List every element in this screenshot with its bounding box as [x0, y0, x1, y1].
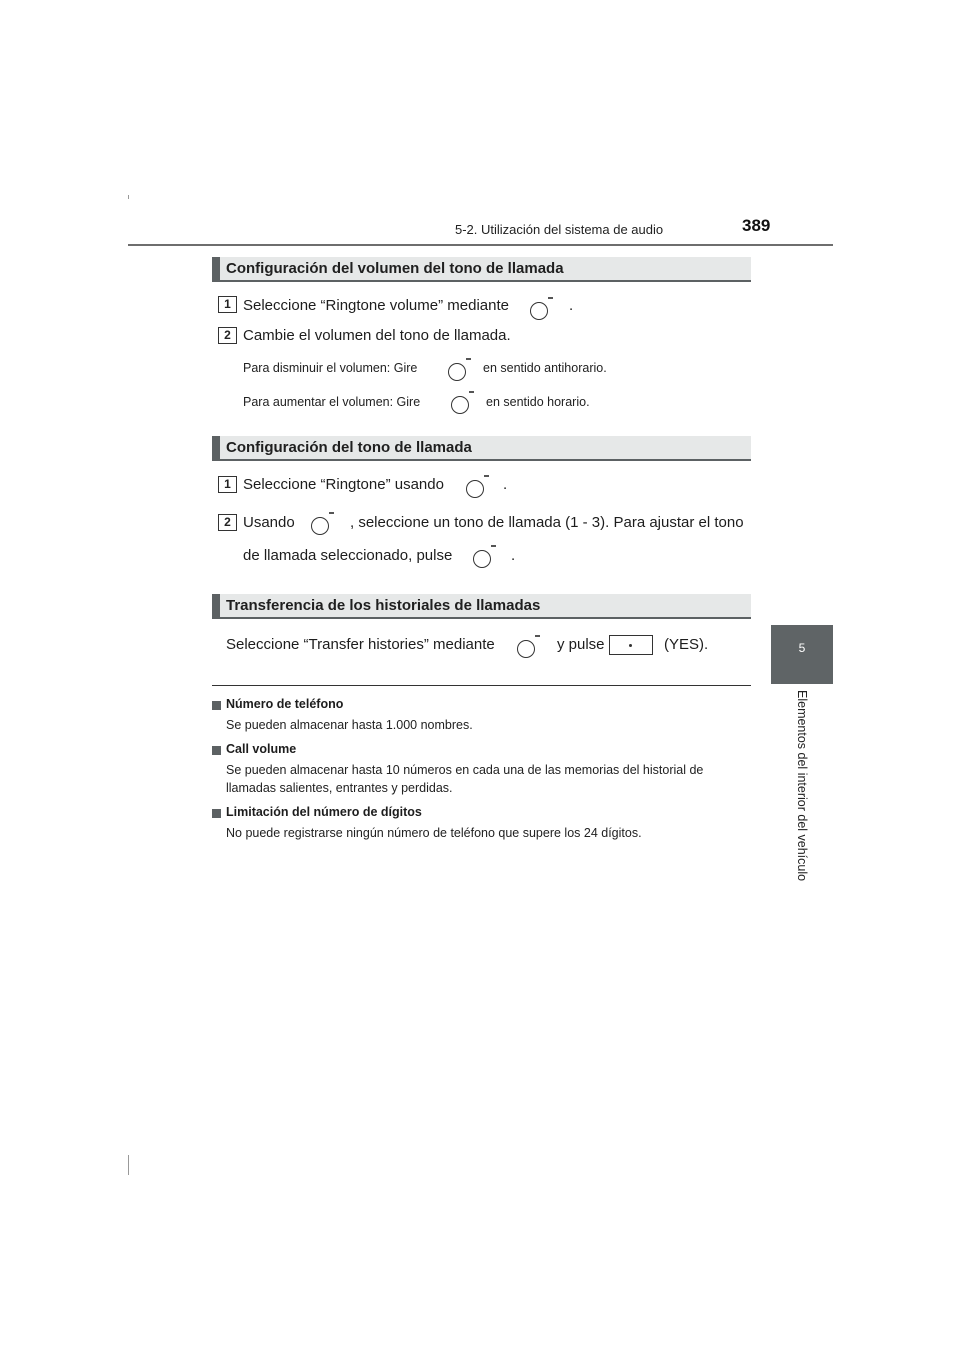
note-line: llamadas salientes, entrantes y perdidas.	[226, 781, 453, 795]
step-text: Seleccione “Ringtone” usando	[243, 476, 444, 493]
step-text: Cambie el volumen del tono de llamada.	[243, 327, 511, 344]
tune-dial-icon	[517, 640, 535, 658]
step-number: 2	[218, 327, 237, 344]
button-dot	[629, 644, 632, 647]
header-rule	[128, 244, 833, 246]
tune-dial-icon	[311, 517, 329, 535]
step-text-end: .	[503, 476, 508, 493]
header-section-title: 5-2. Utilización del sistema de audio	[455, 222, 664, 237]
note-line: Se pueden almacenar hasta 1.000 nombres.	[226, 718, 473, 732]
step-text-end: , seleccione un tono de llamada (1 - 3). Para ajustar el tono	[350, 514, 744, 531]
section-heading-ringtone-volume	[212, 257, 751, 282]
tune-dial-icon	[448, 363, 466, 381]
note-bullet	[212, 809, 221, 818]
sub-instruction: Para disminuir el volumen: Gire	[243, 361, 418, 375]
crop-mark	[128, 1155, 129, 1175]
tune-dial-icon	[530, 302, 548, 320]
chapter-number: 5	[798, 641, 806, 655]
transfer-text: Seleccione “Transfer histories” mediante	[226, 636, 495, 653]
step-text: Usando	[243, 514, 295, 531]
note-bullet	[212, 701, 221, 710]
call-button-icon	[609, 635, 653, 655]
note-title: Limitación del número de dígitos	[226, 805, 422, 819]
sub-instruction: Para aumentar el volumen: Gire	[243, 395, 421, 409]
step-text-end: .	[569, 297, 574, 314]
section-title: Transferencia de los historiales de llamadas	[226, 597, 541, 614]
step-text: de llamada seleccionado, pulse	[243, 547, 453, 564]
tune-dial-icon	[451, 396, 469, 414]
crop-mark	[128, 195, 129, 199]
sub-instruction-end: en sentido antihorario.	[483, 361, 607, 375]
section-title: Configuración del volumen del tono de llamada	[226, 260, 564, 277]
note-title: Número de teléfono	[226, 697, 344, 711]
section-title: Configuración del tono de llamada	[226, 439, 472, 456]
note-title: Call volume	[226, 742, 297, 756]
section-heading-ringtone	[212, 436, 751, 461]
transfer-text-end: (YES).	[664, 636, 709, 653]
note-line: Se pueden almacenar hasta 10 números en cada una de las memorias del historial de	[226, 763, 704, 777]
step-number: 1	[218, 476, 237, 493]
notes-separator	[212, 685, 751, 686]
transfer-text-mid: y pulse	[557, 636, 605, 653]
page-number: 389	[742, 216, 771, 235]
section-heading-transfer-histories	[212, 594, 751, 619]
step-number: 2	[218, 514, 237, 531]
step-text-end: .	[511, 547, 516, 564]
note-line: No puede registrarse ningún número de teléfono que supere los 24 dígitos.	[226, 826, 642, 840]
note-bullet	[212, 746, 221, 755]
tune-dial-icon	[466, 480, 484, 498]
chapter-title: Elementos del interior del vehículo	[795, 690, 809, 882]
chapter-tab	[771, 625, 833, 684]
sub-instruction-end: en sentido horario.	[486, 395, 590, 409]
tune-dial-icon	[473, 550, 491, 568]
step-number: 1	[218, 296, 237, 313]
step-text: Seleccione “Ringtone volume” mediante	[243, 297, 509, 314]
